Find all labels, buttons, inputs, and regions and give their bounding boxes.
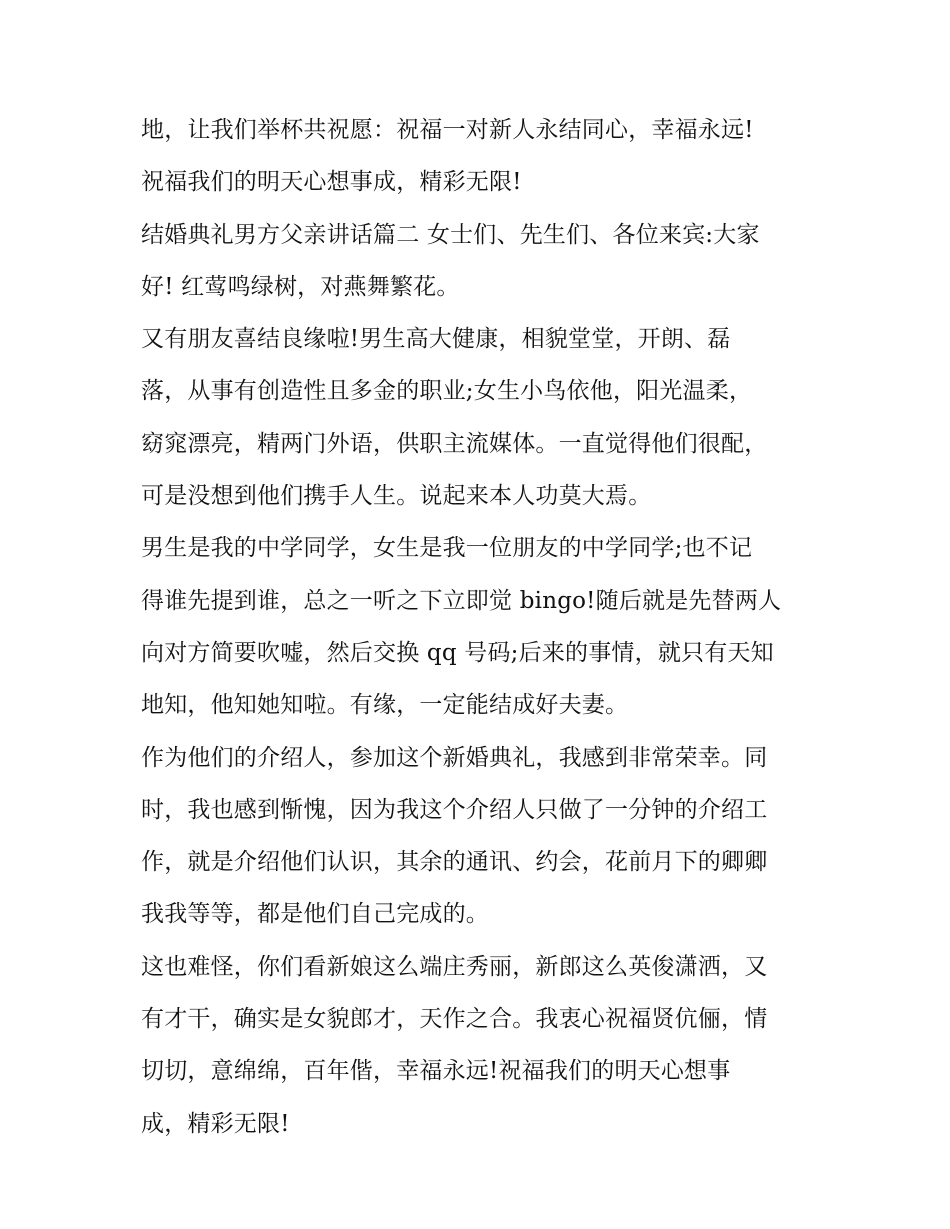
text-line: 地知，他知她知啦。有缘，一定能结成好夫妻。 (141, 692, 629, 719)
text-line: 可是没想到他们携手人生。说起来本人功莫大焉。 (141, 483, 652, 510)
text-line: 又有朋友喜结良缘啦!男生高大健康，相貌堂堂，开朗、磊 (141, 326, 731, 353)
text-line: 男生是我的中学同学，女生是我一位朋友的中学同学;也不记 (141, 535, 753, 562)
text-line: 作，就是介绍他们认识，其余的通讯、约会，花前月下的卿卿 (141, 849, 768, 876)
text-line: 结婚典礼男方父亲讲话篇二 女士们、先生们、各位来宾:大家 (141, 221, 760, 248)
text-line: 成，精彩无限! (141, 1110, 290, 1137)
text-line: 切切，意绵绵，百年偕，幸福永远!祝福我们的明天心想事 (141, 1058, 731, 1085)
text-line: 时，我也感到惭愧，因为我这个介绍人只做了一分钟的介绍工 (141, 796, 768, 823)
text-line: 这也难怪，你们看新娘这么端庄秀丽，新郎这么英俊潇洒，又 (141, 953, 768, 980)
text-line: 向对方简要吹嘘，然后交换 qq 号码;后来的事情，就只有天知 (141, 639, 774, 666)
text-line: 落，从事有创造性且多金的职业;女生小鸟依他，阳光温柔， (141, 378, 753, 405)
text-line: 地，让我们举杯共祝愿：祝福一对新人永结同心，幸福永远! (141, 117, 754, 143)
text-line: 作为他们的介绍人，参加这个新婚典礼，我感到非常荣幸。同 (141, 744, 768, 771)
text-line: 窈窕漂亮，精两门外语，供职主流媒体。一直觉得他们很配， (141, 430, 768, 457)
text-line: 有才干，确实是女貌郎才，天作之合。我衷心祝福贤伉俪，情 (141, 1006, 768, 1033)
document-body (141, 108, 841, 1154)
text-line: 好! 红莺鸣绿树，对燕舞繁花。 (141, 273, 460, 300)
text-line: 得谁先提到谁，总之一听之下立即觉 bingo!随后就是先替两人 (141, 587, 782, 614)
text-line: 我我等等，都是他们自己完成的。 (141, 901, 489, 928)
text-line: 祝福我们的明天心想事成，精彩无限! (141, 169, 522, 196)
